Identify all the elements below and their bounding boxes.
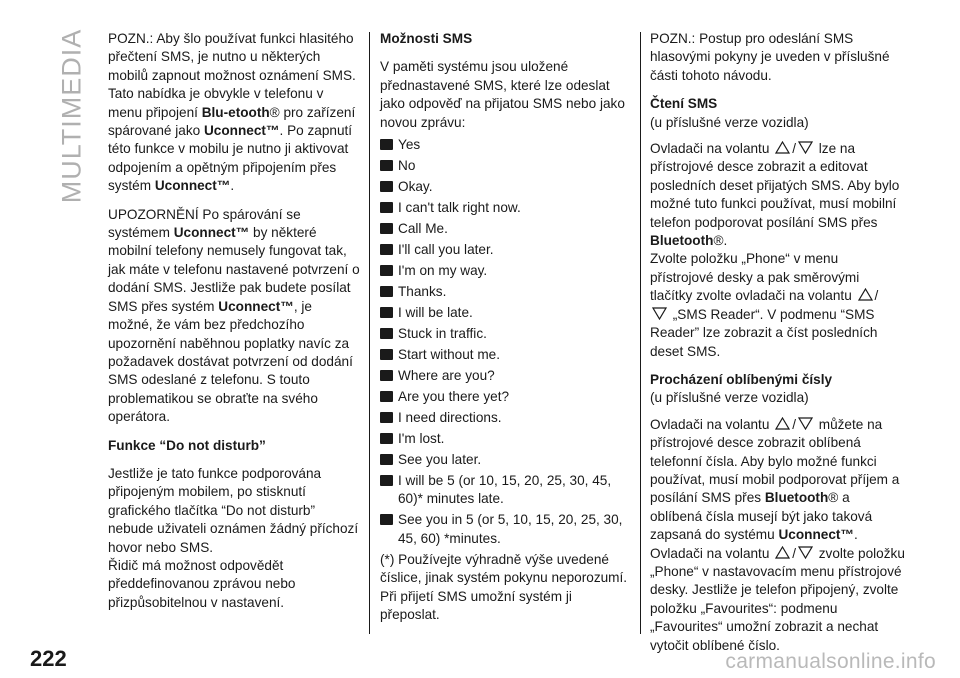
column-divider-2 bbox=[640, 32, 641, 634]
section-tab-label: MULTIMEDIA bbox=[56, 28, 87, 203]
sms-reader-text: Zvolte položku „Phone“ v menu přístrojové desky a pak směrovými tlačítky zvolte ovladači na volantu / „SMS Reader“. V podmenu “SMS Reader” lze zobrazit a číst posledních deset SMS. bbox=[650, 251, 879, 359]
bullet-icon bbox=[380, 181, 393, 192]
column-divider-1 bbox=[369, 32, 370, 634]
bullet-icon bbox=[380, 433, 393, 444]
bullet-icon bbox=[380, 412, 393, 423]
sms-notification-note: POZN.: Aby šlo používat funkci hlasitého přečtení SMS, je nutno u některých mobilů zapnout možnost oznámení SMS. Tato nabídka je obvykle v telefonu v menu připojení Blu-etooth® pro zařízení spárované jako Uconnect™. Po zapnutí této funkce v mobilu je nutno ji aktivovat odpojením a opětným připojením přes systém Uconnect™. bbox=[108, 31, 356, 194]
bullet-icon bbox=[380, 391, 393, 402]
list-item: Where are you? bbox=[380, 367, 632, 385]
bullet-icon bbox=[380, 514, 393, 525]
list-item: Are you there yet? bbox=[380, 388, 632, 406]
steering-down-arrow-icon bbox=[798, 417, 813, 430]
list-item: I'm on my way. bbox=[380, 262, 632, 280]
steering-up-arrow-icon bbox=[775, 546, 790, 559]
list-item: See you later. bbox=[380, 451, 632, 469]
list-item: Stuck in traffic. bbox=[380, 325, 632, 343]
bullet-icon bbox=[380, 202, 393, 213]
list-item: Yes bbox=[380, 136, 632, 154]
forward-note: Při přijetí SMS umožní systém ji přeposlat. bbox=[380, 588, 572, 623]
digits-note: (*) Používejte výhradně výše uvedené číslice, jinak systém pokynu neporozumí. bbox=[380, 551, 628, 586]
bullet-icon bbox=[380, 265, 393, 276]
watermark: carmanualsonline.info bbox=[725, 650, 936, 673]
steering-down-arrow-icon bbox=[652, 307, 667, 320]
list-item: See you in 5 (or 5, 10, 15, 20, 25, 30, 45, 60) *minutes. bbox=[380, 511, 632, 548]
list-item: I will be late. bbox=[380, 304, 632, 322]
favourites-version-note: (u příslušné verze vozidla) bbox=[650, 390, 809, 406]
bullet-icon bbox=[380, 286, 393, 297]
list-item: Okay. bbox=[380, 178, 632, 196]
sms-options-intro: V paměti systému jsou uložené přednastavené SMS, které lze odeslat jako odpověď na přijatou SMS nebo jako novou zprávu: bbox=[380, 59, 625, 130]
list-item: I'll call you later. bbox=[380, 241, 632, 259]
bullet-icon bbox=[380, 370, 393, 381]
list-item: I will be 5 (or 10, 15, 20, 25, 30, 45, 60)* minutes late. bbox=[380, 472, 632, 509]
column-1 bbox=[108, 30, 360, 612]
steering-up-arrow-icon bbox=[775, 141, 790, 154]
sms-reading-heading: Čtení SMS bbox=[650, 96, 718, 112]
bullet-icon bbox=[380, 139, 393, 150]
bullet-icon bbox=[380, 307, 393, 318]
bullet-icon bbox=[380, 349, 393, 360]
favourites-heading: Procházení oblíbenými čísly bbox=[650, 371, 833, 387]
do-not-disturb-reply-text: Řidič má možnost odpovědět předdefinovanou zprávou nebo přizpůsobitelnou v nastavení. bbox=[108, 557, 296, 610]
steering-down-arrow-icon bbox=[798, 141, 813, 154]
steering-up-arrow-icon bbox=[858, 288, 873, 301]
bullet-icon bbox=[380, 328, 393, 339]
list-item: No bbox=[380, 157, 632, 175]
sms-options-heading: Možnosti SMS bbox=[380, 31, 473, 46]
column-2 bbox=[380, 30, 632, 624]
bullet-icon bbox=[380, 244, 393, 255]
bullet-icon bbox=[380, 223, 393, 234]
bullet-icon bbox=[380, 475, 393, 486]
list-item: I'm lost. bbox=[380, 430, 632, 448]
list-item: I can't talk right now. bbox=[380, 199, 632, 217]
do-not-disturb-heading: Funkce “Do not disturb” bbox=[108, 437, 266, 453]
steering-down-arrow-icon bbox=[798, 546, 813, 559]
list-item: I need directions. bbox=[380, 409, 632, 427]
do-not-disturb-text: Jestliže je tato funkce podporována připojeným mobilem, po stisknutí grafického tlačítka “Do not disturb” nebude uživateli oznámen žádný příchozí hovor nebo SMS. bbox=[108, 465, 359, 555]
list-item: Start without me. bbox=[380, 346, 632, 364]
list-item: Call Me. bbox=[380, 220, 632, 238]
sms-reading-version-note: (u příslušné verze vozidla) bbox=[650, 114, 809, 130]
voice-sms-note: POZN.: Postup pro odeslání SMS hlasovými pokyny je uveden v příslušné části tohoto návodu. bbox=[650, 31, 890, 83]
favourites-menu-text: Ovladači na volantu / zvolte položku „Phone“ v nastavovacím menu přístrojové desky. Jestliže je telefon připojený, zvolte položku „Favourites“: podmenu „Favourites“ umožní zobrazit a nechat vytočit oblíbené číslo. bbox=[650, 545, 905, 653]
list-item: Thanks. bbox=[380, 283, 632, 301]
page-number: 222 bbox=[30, 646, 67, 671]
sms-warning: UPOZORNĚNÍ Po spárování se systémem Uconnect™ by některé mobilní telefony nemusely fungovat tak, jak máte v telefonu nastavené potvrzení o dodání SMS. Jestliže pak budete posílat SMS přes systém Uconnect™, je možné, že vám bez předchozího upozornění naběhnou poplatky navíc za požadavek dostávat potvrzení od dodání SMS odeslané z telefonu. S touto problematikou se obraťte na svého operátora. bbox=[108, 206, 360, 425]
sms-reading-text: Ovladači na volantu / lze na přístrojové desce zobrazit a editovat posledních deset přijatých SMS. Aby bylo možné tuto funkci používat, musí mobilní telefon podporovat posílání SMS přes Bluetooth®. bbox=[650, 141, 900, 249]
steering-up-arrow-icon bbox=[775, 417, 790, 430]
section-tab bbox=[55, 28, 89, 203]
favourites-text: Ovladači na volantu / můžete na přístrojové desce zobrazit oblíbená telefonní čísla. Aby bylo možné funkci používat, musí mobil podporovat příjem a posílání SMS přes Bluetooth® a oblíbená čísla musejí být jako taková zapsaná do systému Uconnect™. bbox=[650, 416, 900, 543]
bullet-icon bbox=[380, 160, 393, 171]
column-3 bbox=[650, 30, 905, 655]
preset-sms-list bbox=[380, 136, 632, 548]
bullet-icon bbox=[380, 454, 393, 465]
